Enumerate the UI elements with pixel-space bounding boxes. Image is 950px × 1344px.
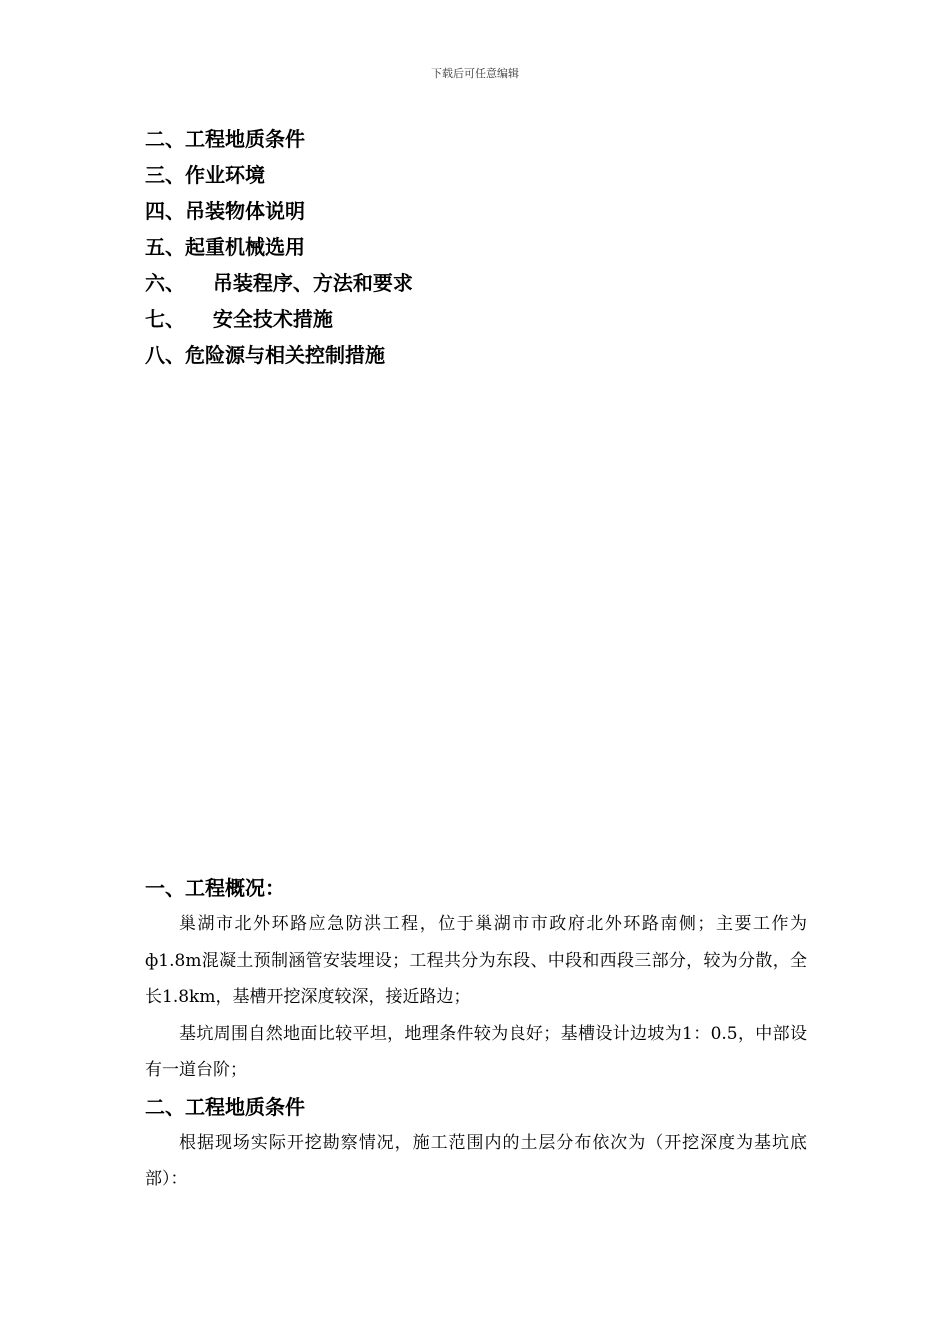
toc-item-safety-measures: 七、 安全技术措施	[145, 307, 333, 331]
paragraph-geology-1: 根据现场实际开挖勘察情况，施工范围内的土层分布依次为（开挖深度为基坑底部）：	[145, 1132, 807, 1189]
table-of-contents	[145, 121, 805, 373]
toc-item-lifted-objects: 四、吊装物体说明	[145, 199, 305, 223]
section-heading-geology: 二、工程地质条件	[145, 1094, 305, 1119]
paragraph-overview-1: 巢湖市北外环路应急防洪工程，位于巢湖市市政府北外环路南侧；主要工作为ф1.8m混凝土预制涵管安装埋设；工程共分为东段、中段和西段三部分，较为分散，全长1.8km，基槽开挖深度较深，接近路边；	[145, 914, 807, 1007]
toc-item-environment: 三、作业环境	[145, 163, 265, 187]
paragraph-overview-2: 基坑周围自然地面比较平坦，地理条件较为良好；基槽设计边坡为1：0.5，中部设有一道台阶；	[145, 1023, 807, 1080]
toc-item-hazard-control: 八、危险源与相关控制措施	[145, 343, 385, 367]
toc-item-crane-selection: 五、起重机械选用	[145, 235, 305, 259]
toc-item-lifting-procedure: 六、 吊装程序、方法和要求	[145, 271, 413, 295]
section-heading-overview: 一、工程概况：	[145, 876, 285, 900]
toc-item-geology: 二、工程地质条件	[145, 127, 305, 151]
document-body	[145, 870, 807, 1198]
page-header: 下载后可任意编辑	[431, 67, 519, 80]
